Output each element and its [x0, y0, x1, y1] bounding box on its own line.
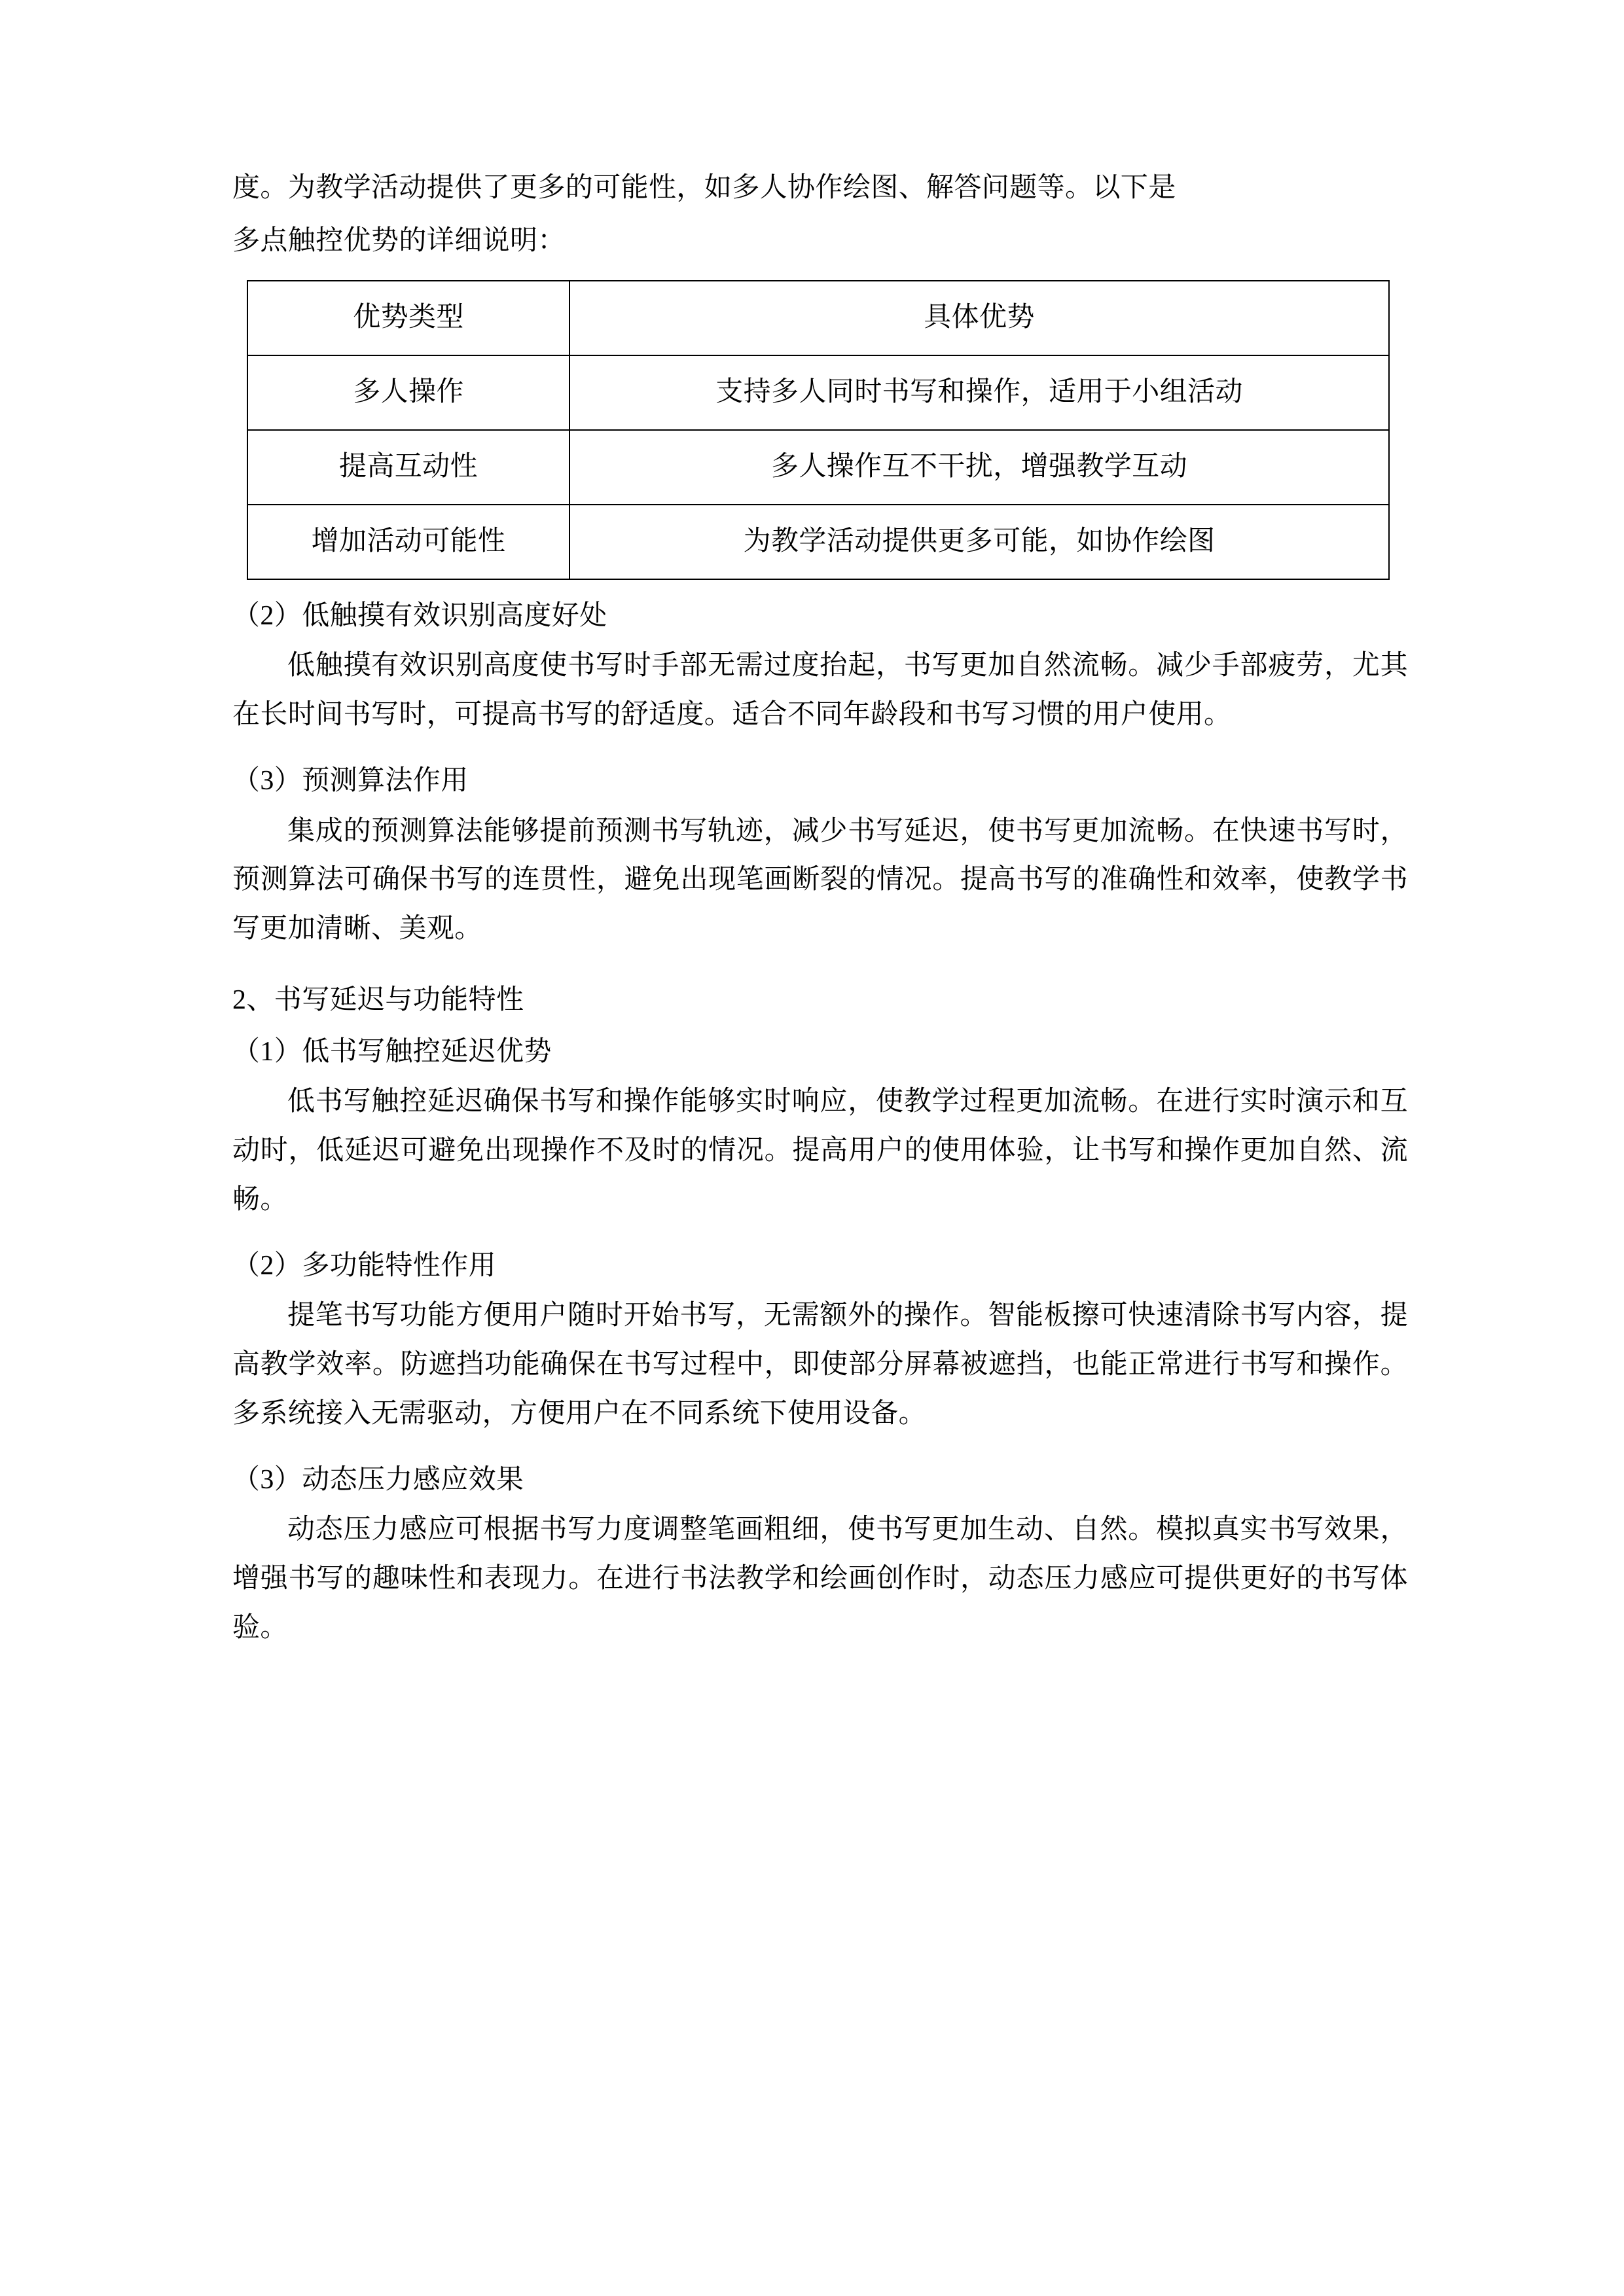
section-body-3: 集成的预测算法能够提前预测书写轨迹，减少书写延迟，使书写更加流畅。在快速书写时，预测算法可确保书写的连贯性，避免出现笔画断裂的情况。提高书写的准确性和效率，使教学书写更加清晰、美观。 — [232, 816, 1408, 944]
intro-line-2: 多点触控优势的详细说明： — [232, 225, 566, 256]
table-cell-detail: 多人操作互不干扰，增强教学互动 — [569, 430, 1389, 505]
table-header-row — [247, 281, 1389, 355]
table-cell-type: 多人操作 — [247, 355, 569, 430]
table-row — [247, 430, 1389, 505]
section2-title-1: （1）低书写触控延迟优势 — [232, 1036, 552, 1067]
table-row — [247, 355, 1389, 430]
intro-line-1: 度。为教学活动提供了更多的可能性，如多人协作绘图、解答问题等。以下是 — [232, 173, 1176, 203]
section2-body-2: 提笔书写功能方便用户随时开始书写，无需额外的操作。智能板擦可快速清除书写内容，提高教学效率。防遮挡功能确保在书写过程中，即使部分屏幕被遮挡，也能正常进行书写和操作。多系统接入无需驱动，方便用户在不同系统下使用设备。 — [232, 1300, 1408, 1429]
section2-body-3: 动态压力感应可根据书写力度调整笔画粗细，使书写更加生动、自然。模拟真实书写效果，增强书写的趣味性和表现力。在进行书法教学和绘画创作时，动态压力感应可提供更好的书写体验。 — [232, 1515, 1408, 1643]
table-cell-type: 增加活动可能性 — [247, 505, 569, 579]
section-title-3: （3）预测算法作用 — [232, 765, 469, 796]
section-body-2: 低触摸有效识别高度使书写时手部无需过度抬起，书写更加自然流畅。减少手部疲劳，尤其在长时间书写时，可提高书写的舒适度。适合不同年龄段和书写习惯的用户使用。 — [232, 651, 1408, 730]
section2-title-2: （2）多功能特性作用 — [232, 1250, 497, 1281]
table-header-cell-type: 优势类型 — [247, 281, 569, 355]
table-row — [247, 505, 1389, 579]
table-cell-detail: 为教学活动提供更多可能，如协作绘图 — [569, 505, 1389, 579]
document-body — [232, 164, 1408, 1653]
table-cell-detail: 支持多人同时书写和操作，适用于小组活动 — [569, 355, 1389, 430]
section2-title-3: （3）动态压力感应效果 — [232, 1464, 524, 1495]
table-cell-type: 提高互动性 — [247, 430, 569, 505]
table-header-cell-detail: 具体优势 — [569, 281, 1389, 355]
section-title-2: （2）低触摸有效识别高度好处 — [232, 600, 607, 631]
section2-body-1: 低书写触控延迟确保书写和操作能够实时响应，使教学过程更加流畅。在进行实时演示和互动时，低延迟可避免出现操作不及时的情况。提高用户的使用体验，让书写和操作更加自然、流畅。 — [232, 1086, 1408, 1215]
heading-2: 2、书写延迟与功能特性 — [232, 984, 524, 1015]
advantages-table — [247, 280, 1390, 580]
